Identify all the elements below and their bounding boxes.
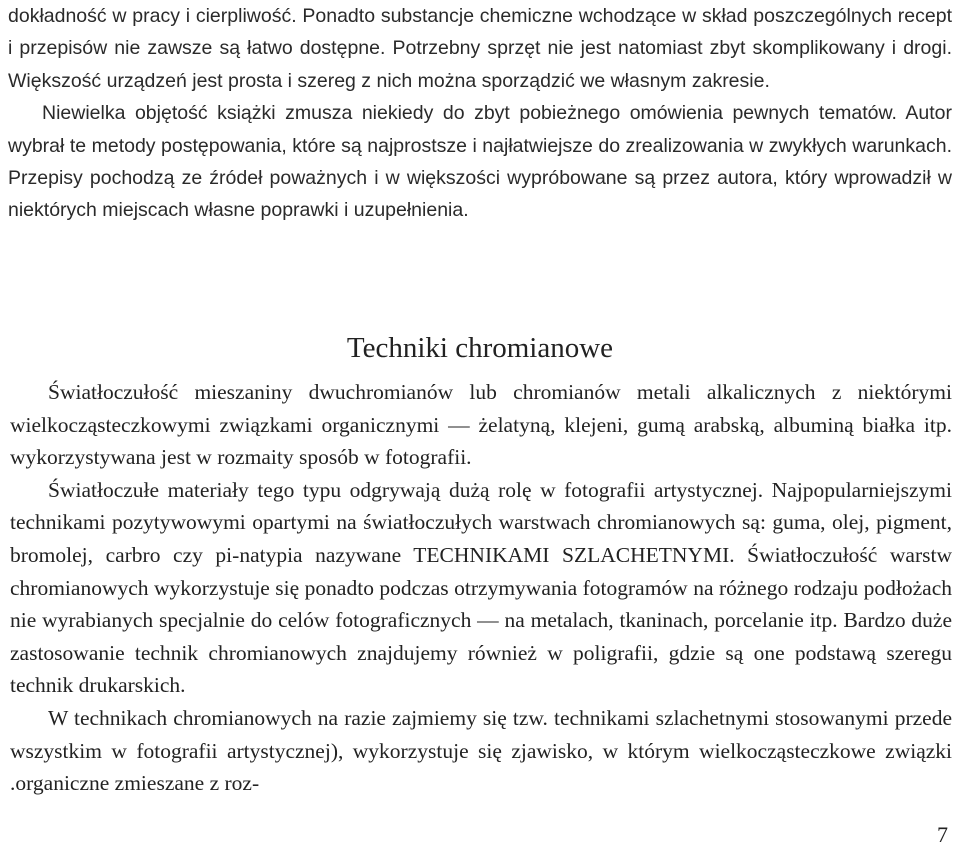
intro-paragraph-1: dokładność w pracy i cierpliwość. Ponadto substancje chemiczne wchodzące w skład poszczególnych recept i przepisów nie zawsze są łatwo dostępne. Potrzebny sprzęt nie jest natomiast zbyt skomplikowany i drogi. Większość urządzeń jest prosta i szereg z nich można sporządzić we własnym zakresie. (8, 5, 952, 92)
page-number: 7 (937, 822, 948, 847)
intro-paragraph-2: Niewielka objętość książki zmusza niekiedy do zbyt pobieżnego omówienia pewnych tematów. Autor wybrał te metody postępowania, które są najprostsze i najłatwiejsze do zrealizowania w zwykłych warunkach. Przepisy pochodzą ze źródeł poważnych i w większości wypróbowane są przez autora, który wprowadził w niektórych miejscach własne poprawki i uzupełnienia. (8, 102, 952, 222)
section-heading: Techniki chromianowe (346, 332, 614, 364)
intro-text-block (8, 0, 952, 227)
section-text-block (10, 376, 952, 800)
section-paragraph-2: Światłoczułe materiały tego typu odgrywają dużą rolę w fotografii artystycznej. Najpopularniejszymi technikami pozytywowymi opartymi na światłoczułych warstwach chromianowych są: guma, olej, pigment, bromolej, carbro czy pi-natypia nazywane TECHNIKAMI SZLACHETNYMI. Światłoczułość warstw chromianowych wykorzystuje się ponadto podczas otrzymywania fotogramów na różnego rodzaju podłożach nie wyrabianych specjalnie do celów fotograficznych — na metalach, tkaninach, porcelanie itp. Bardzo duże zastosowanie technik chromianowych znajdujemy również w poligrafii, gdzie są one podstawą szeregu technik drukarskich. (10, 477, 952, 698)
section-paragraph-1: Światłoczułość mieszaniny dwuchromianów lub chromianów metali alkalicznych z niektórymi wielkocząsteczkowymi związkami organicznymi — żelatyną, klejeni, gumą arabską, albuminą białka itp. wykorzystywana jest w rozmaity sposób w fotografii. (10, 380, 952, 470)
section-paragraph-3: W technikach chromianowych na razie zajmiemy się tzw. technikami szlachetnymi stosowanymi przede wszystkim w fotografii artystycznej), wykorzystuje się zjawisko, w którym wielkocząsteczkowe związki .organiczne zmieszane z roz- (10, 705, 952, 796)
